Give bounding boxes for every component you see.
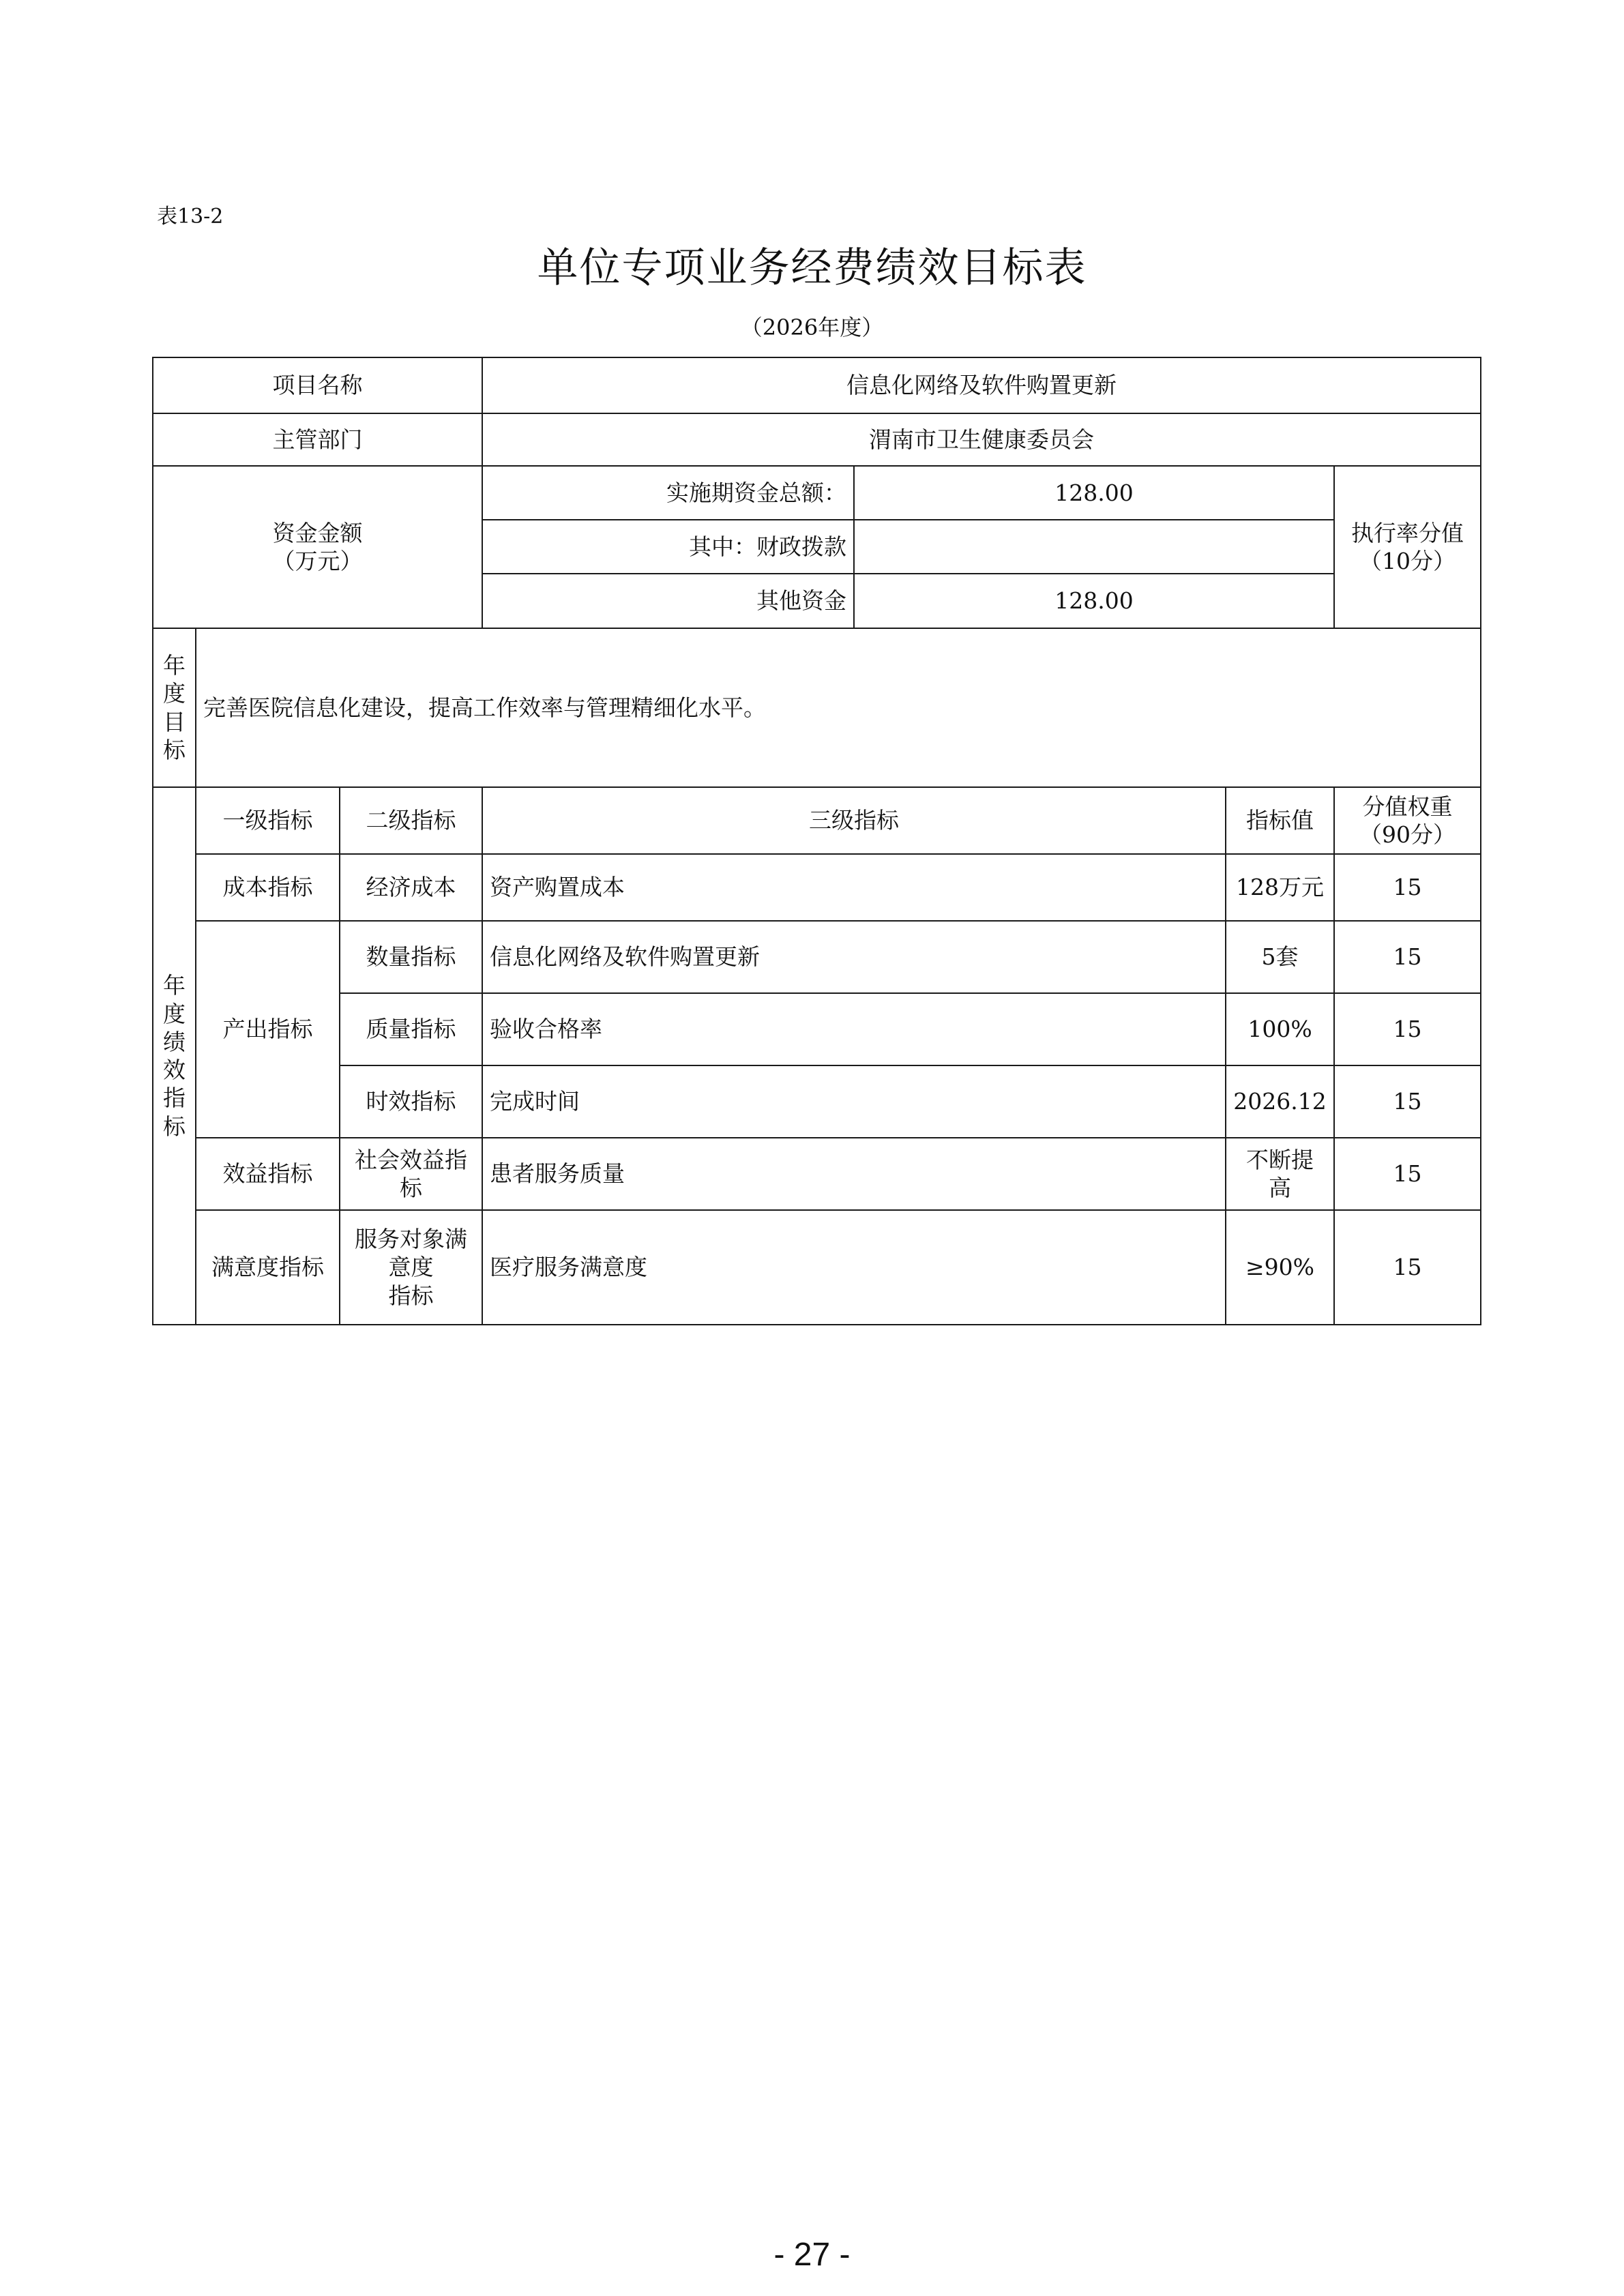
header-weight-line1: 分值权重 [1362,793,1453,820]
funds-total-row [153,466,1481,520]
level2-line: 标 [400,1175,422,1201]
weight-cell: 15 [1334,1210,1481,1325]
level3-cell: 完成时间 [482,1065,1226,1138]
level1-cell: 效益指标 [196,1138,340,1210]
level2-cell: 时效指标 [340,1065,482,1138]
level2-cell [340,1138,482,1210]
page-number: - 27 - [773,2237,851,2273]
level3-cell: 信息化网络及软件购置更新 [482,921,1226,993]
table-row [153,921,1481,993]
level3-cell: 患者服务质量 [482,1138,1226,1210]
annual-goal-label: 年度目标 [153,628,196,787]
level2-line: 社会效益指 [355,1146,467,1173]
level2-line: 意度 [388,1254,434,1281]
department-row [153,413,1481,466]
project-name-label: 项目名称 [153,357,482,413]
funds-label [153,466,482,628]
funds-total-value: 128.00 [854,466,1334,520]
weight-cell: 15 [1334,854,1481,921]
execution-rate-line2: （10分） [1359,548,1456,574]
funds-label-line2: （万元） [272,548,363,574]
level3-cell: 资产购置成本 [482,854,1226,921]
funds-total-label: 实施期资金总额： [482,466,854,520]
table-row [153,854,1481,921]
project-name-row [153,357,1481,413]
level2-line: 服务对象满 [355,1226,467,1253]
header-weight-line2: （90分） [1359,821,1456,848]
level3-cell: 验收合格率 [482,993,1226,1065]
table-row [153,993,1481,1065]
value-cell [1226,1138,1334,1210]
annual-goal-text: 完善医院信息化建设，提高工作效率与管理精细化水平。 [196,628,1481,787]
value-cell: 100% [1226,993,1334,1065]
table-row [153,1138,1481,1210]
level2-cell: 数量指标 [340,921,482,993]
document-title: 单位专项业务经费绩效目标表 [537,244,1087,292]
weight-cell: 15 [1334,921,1481,993]
value-cell: 2026.12 [1226,1065,1334,1138]
value-cell: ≥90% [1226,1210,1334,1325]
indicator-header-row [153,787,1481,854]
level3-cell: 医疗服务满意度 [482,1210,1226,1325]
table-row [153,1210,1481,1325]
project-name-value: 信息化网络及软件购置更新 [482,357,1481,413]
value-cell: 128万元 [1226,854,1334,921]
execution-rate-score [1334,466,1481,628]
header-level1: 一级指标 [196,787,340,854]
value-cell: 5套 [1226,921,1334,993]
level2-cell [340,1210,482,1325]
department-value: 渭南市卫生健康委员会 [482,413,1481,466]
header-value: 指标值 [1226,787,1334,854]
department-label: 主管部门 [153,413,482,466]
header-level3: 三级指标 [482,787,1226,854]
funds-fiscal-value [854,520,1334,574]
level2-cell: 经济成本 [340,854,482,921]
level1-cell: 满意度指标 [196,1210,340,1325]
header-weight [1334,787,1481,854]
level1-cell: 成本指标 [196,854,340,921]
indicator-section-label: 年度绩效指标 [153,787,196,1325]
level2-cell: 质量指标 [340,993,482,1065]
execution-rate-line1: 执行率分值 [1351,519,1464,546]
funds-label-line1: 资金金额 [272,519,363,546]
header-level2: 二级指标 [340,787,482,854]
funds-other-value: 128.00 [854,574,1334,628]
funds-fiscal-label: 其中：财政拨款 [482,520,854,574]
table-row [153,1065,1481,1138]
table-number: 表13-2 [157,205,224,229]
fiscal-year: （2026年度） [740,314,884,340]
performance-target-table [152,357,1481,1325]
annual-goal-row [153,628,1481,787]
value-line: 高 [1269,1175,1292,1201]
level2-line: 指标 [388,1282,434,1309]
weight-cell: 15 [1334,993,1481,1065]
funds-other-label: 其他资金 [482,574,854,628]
level1-cell: 产出指标 [196,921,340,1138]
weight-cell: 15 [1334,1065,1481,1138]
weight-cell: 15 [1334,1138,1481,1210]
value-line: 不断提 [1246,1146,1314,1173]
